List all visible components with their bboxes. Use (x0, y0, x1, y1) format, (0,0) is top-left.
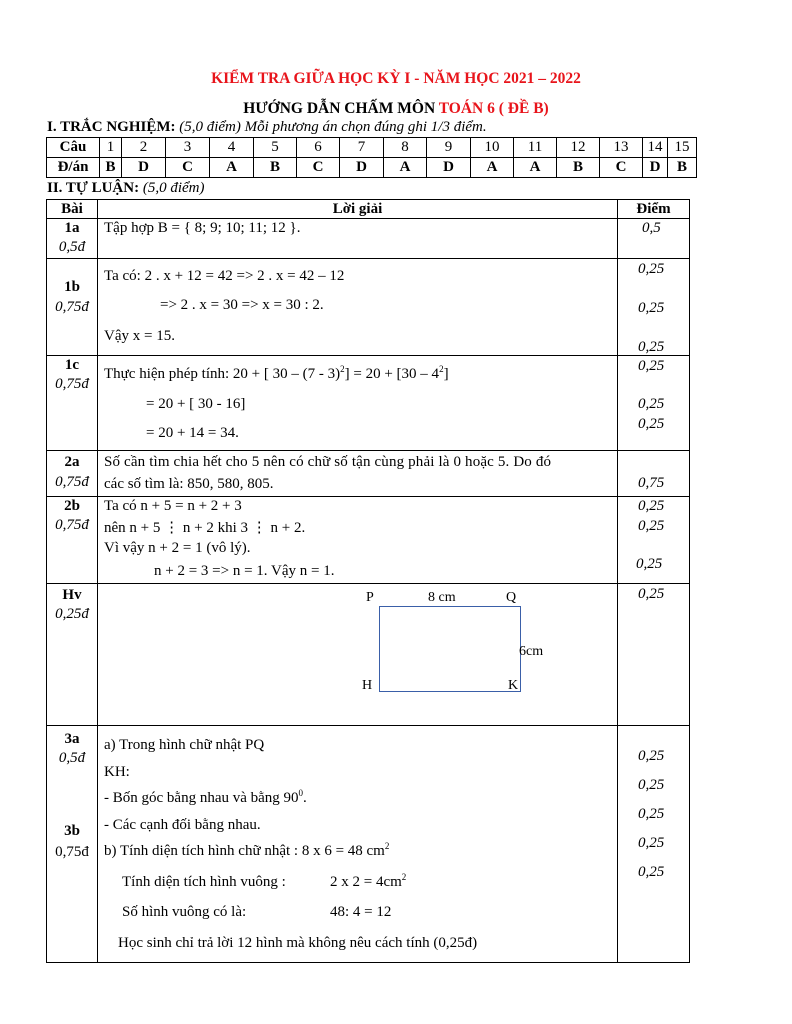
question-number: 1 (100, 138, 122, 158)
cell-bai-1a (47, 219, 98, 259)
score: 0,25 (638, 358, 665, 374)
solution-line: Ta có: 2 . x + 12 = 42 => 2 . x = 42 – 12 (104, 268, 345, 284)
bai-points: 0,75đ (55, 474, 89, 490)
section-essay (47, 180, 205, 197)
bai-label: 2a (64, 454, 80, 470)
answer-key-label-answer: Đ/án (47, 158, 100, 178)
question-number: 14 (643, 138, 668, 158)
cell-bai-hv (47, 584, 98, 726)
answer-choice: B (100, 158, 122, 178)
solution-note: Học sinh chỉ trả lời 12 hình mà không nêu cách tính (0,25đ) (118, 935, 478, 951)
score: 0,25 (638, 396, 665, 412)
cell-bai-2a (47, 451, 98, 497)
question-number: 6 (297, 138, 340, 158)
bai-label: 1c (64, 357, 80, 373)
bai-label: 2b (64, 498, 80, 514)
score: 0,75 (638, 475, 665, 491)
table-row-hv (47, 584, 690, 726)
bai-points: 0,75đ (55, 376, 89, 392)
vertex-label-p: P (366, 590, 374, 605)
subtitle-subject: TOÁN 6 ( ĐỀ B) (438, 100, 549, 117)
cell-score-1a (618, 219, 690, 259)
question-number: 3 (166, 138, 210, 158)
question-number: 11 (514, 138, 557, 158)
cell-figure-hv (98, 584, 618, 726)
marking-guide-title (0, 100, 792, 118)
answer-choice: B (557, 158, 600, 178)
solution-line: Tính diện tích hình vuông : (122, 874, 286, 890)
question-number: 12 (557, 138, 600, 158)
cell-solution-1b (98, 259, 618, 356)
solution-line: a) Trong hình chữ nhật PQ (104, 737, 265, 753)
score: 0,25 (638, 300, 665, 316)
score: 0,25 (638, 416, 665, 432)
question-number: 10 (471, 138, 514, 158)
cell-score-1b (618, 259, 690, 356)
question-number: 8 (384, 138, 427, 158)
cell-solution-3 (98, 726, 618, 963)
vertex-label-h: H (362, 678, 373, 693)
answer-key-row-question (47, 138, 697, 158)
section-multiple-choice (47, 119, 487, 136)
answer-choice: D (122, 158, 166, 178)
solution-line: n + 2 = 3 => n = 1. Vậy n = 1. (154, 563, 335, 579)
solution-line: = 20 + [ 30 - 16] (146, 396, 246, 412)
solution-line: - Bốn góc bằng nhau và bằng $90^0$. (104, 788, 307, 806)
bai-points: 0,25đ (55, 606, 89, 622)
solution-value: 2 x $2 = 4cm^2$ (330, 872, 407, 890)
cell-bai-1b (47, 259, 98, 356)
side-length-right: 6cm (519, 644, 544, 659)
answer-choice: C (166, 158, 210, 178)
answer-key-row-answer (47, 158, 697, 178)
bai-points: 0,75đ (55, 517, 89, 533)
table-row-1b (47, 259, 690, 356)
bai-points-3b: 0,75đ (55, 844, 89, 860)
bai-points: 0,5đ (58, 239, 86, 255)
bai-label-3b: 3b (64, 823, 80, 839)
answer-choice: B (254, 158, 297, 178)
table-row-2b (47, 497, 690, 584)
section1-note: (5,0 điểm) Mỗi phương án chọn đúng ghi 1/3 điểm. (179, 119, 487, 135)
answer-choice: C (600, 158, 643, 178)
section1-heading: I. TRẮC NGHIỆM: (47, 119, 176, 135)
cell-bai-1c (47, 356, 98, 451)
cell-solution-1a (98, 219, 618, 259)
rectangle-pqkh (379, 606, 521, 692)
score: 0,25 (638, 748, 665, 764)
header-bai: Bài (47, 200, 98, 219)
solution-line: - Các cạnh đối bằng nhau. (104, 817, 261, 833)
exam-title: KIỂM TRA GIỮA HỌC KỲ I - NĂM HỌC 2021 – 2022 (211, 70, 581, 87)
answer-choice: A (471, 158, 514, 178)
question-number: 2 (122, 138, 166, 158)
solution-line: Ta có n + 5 = n + 2 + 3 (104, 498, 242, 514)
answer-choice: C (297, 158, 340, 178)
score: 0,25 (638, 806, 665, 822)
answer-choice: A (384, 158, 427, 178)
header-diem: Điểm (618, 200, 690, 219)
table-header-row (47, 200, 690, 219)
solution-line: Vì vậy n + 2 = 1 (vô lý). (104, 540, 251, 556)
question-number: 13 (600, 138, 643, 158)
solution-line: => 2 . x = 30 => x = 30 : 2. (160, 297, 324, 313)
vertex-label-q: Q (506, 590, 517, 605)
score: 0,25 (638, 518, 665, 534)
vertex-label-k: K (508, 678, 519, 693)
solution-line: các số tìm là: 850, 580, 805. (104, 476, 274, 492)
solution-line: Số cần tìm chia hết cho 5 nên có chữ số tận cùng phải là 0 hoặc 5. Do đó (104, 454, 552, 470)
solution-table (46, 199, 690, 963)
score: 0,25 (638, 498, 665, 514)
cell-score-1c (618, 356, 690, 451)
score: 0,25 (638, 835, 665, 851)
cell-solution-2b (98, 497, 618, 584)
cell-bai-3 (47, 726, 98, 963)
question-number: 5 (254, 138, 297, 158)
score: 0,25 (638, 777, 665, 793)
solution-line: = 20 + 14 = 34. (146, 425, 239, 441)
question-number: 7 (340, 138, 384, 158)
cell-bai-2b (47, 497, 98, 584)
bai-label: 1a (64, 220, 80, 236)
section2-note: (5,0 điểm) (142, 180, 205, 196)
answer-key-table (46, 137, 697, 178)
table-row-3 (47, 726, 690, 963)
answer-choice: A (210, 158, 254, 178)
question-number: 9 (427, 138, 471, 158)
answer-choice: B (668, 158, 697, 178)
cell-solution-1c (98, 356, 618, 451)
score: 0,25 (638, 864, 665, 880)
cell-score-3 (618, 726, 690, 963)
answer-choice: D (643, 158, 668, 178)
bai-points: 0,75đ (55, 299, 89, 315)
bai-label: 1b (64, 279, 80, 295)
solution-line: Số hình vuông có là: (122, 904, 247, 920)
solution-line: nên n + 5 ⋮ n + 2 khi 3 ⋮ n + 2. (104, 520, 306, 536)
score: 0,5 (642, 220, 661, 236)
section2-heading: II. TỰ LUẬN: (47, 180, 140, 196)
solution-line: KH: (104, 764, 130, 780)
bai-points-3a: 0,5đ (58, 750, 86, 766)
solution-value: 48: 4 = 12 (330, 904, 392, 920)
subtitle-prefix: HƯỚNG DẪN CHẤM MÔN (243, 100, 436, 117)
score: 0,25 (636, 556, 663, 572)
bai-label: Hv (62, 587, 82, 603)
cell-score-2b (618, 497, 690, 584)
cell-solution-2a (98, 451, 618, 497)
cell-score-2a (618, 451, 690, 497)
answer-choice: A (514, 158, 557, 178)
solution-line: Vậy x = 15. (104, 328, 175, 344)
score: 0,25 (638, 261, 665, 277)
solution-line-expression: Thực hiện phép tính: 20 + [ $30 - (7 - 3)^2] = 20 + [30 - 4^2]$ (104, 364, 449, 382)
question-number: 4 (210, 138, 254, 158)
table-row-2a (47, 451, 690, 497)
table-row-1c (47, 356, 690, 451)
answer-choice: D (427, 158, 471, 178)
answer-choice: D (340, 158, 384, 178)
question-number: 15 (668, 138, 697, 158)
score: 0,25 (638, 586, 665, 602)
header-loi-giai: Lời giải (98, 200, 618, 219)
side-length-top: 8 cm (428, 590, 456, 605)
cell-score-hv (618, 584, 690, 726)
solution-line: b) Tính diện tích hình chữ nhật : 8 x 6 = 48 $cm^2$ (104, 841, 390, 859)
bai-label-3a: 3a (64, 731, 80, 747)
answer-key-label-question: Câu (47, 138, 100, 158)
table-row-1a (47, 219, 690, 259)
score: 0,25 (638, 339, 665, 355)
solution-line: Tập hợp B = { 8; 9; 10; 11; 12 }. (104, 220, 301, 236)
